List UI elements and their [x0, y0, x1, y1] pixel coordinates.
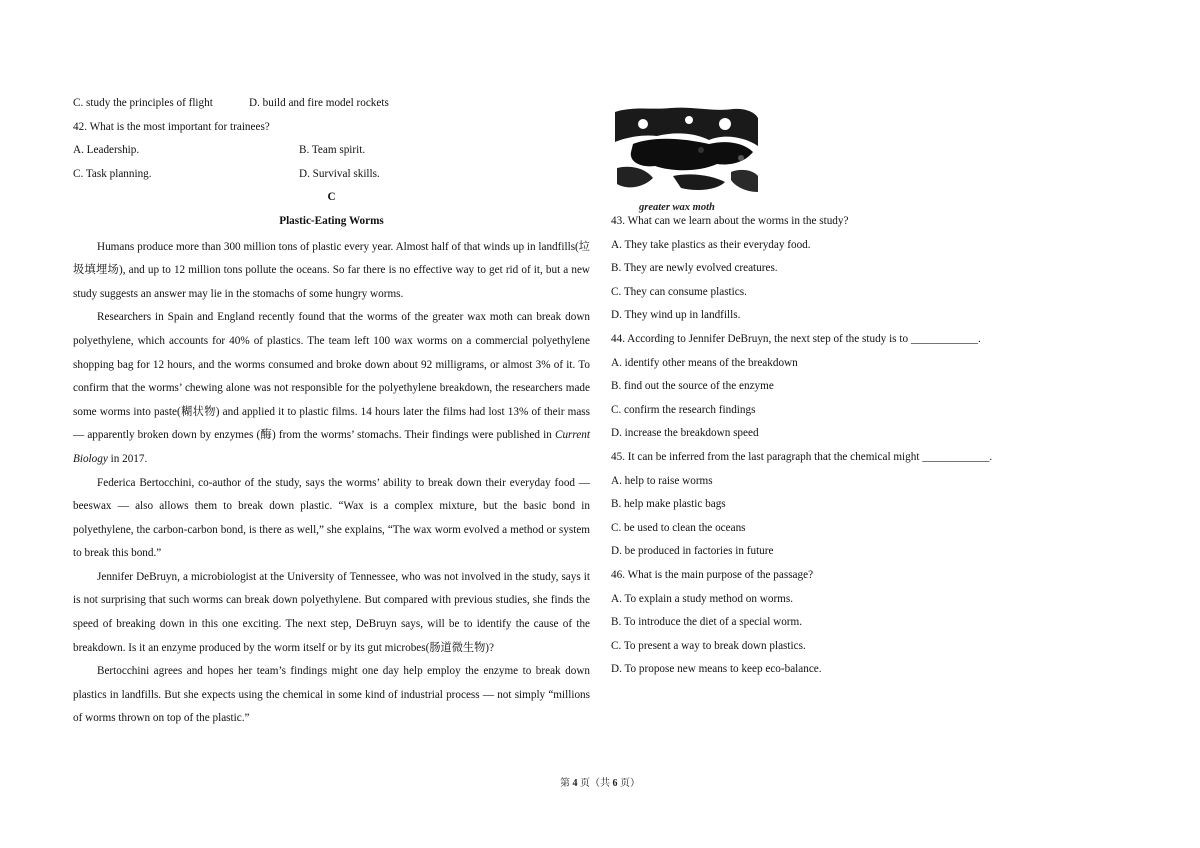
- wax-moth-photo: [613, 106, 759, 194]
- q44-option-c: C. confirm the research findings: [611, 403, 756, 416]
- footer-total-pages: 6: [612, 778, 618, 789]
- q45-option-c: C. be used to clean the oceans: [611, 521, 746, 534]
- image-caption: greater wax moth: [639, 202, 715, 213]
- passage-title: Plastic-Eating Worms: [279, 214, 384, 227]
- q42-option-a: A. Leadership.: [73, 144, 140, 157]
- q44-stem: 44. According to Jennifer DeBruyn, the next step of the study is to ____________.: [611, 332, 981, 345]
- paragraph-2-text: Researchers in Spain and England recently found that the worms of the greater wax moth can break down polyethylene, which accounts for 40% of plastics. The team left 100 wax worms on a commercial polyethylene shopping bag for 12 hours, and the worms consumed and broke down about 92 milligrams, or almost 3% of it. To confirm that the worms’ chewing alone was not responsible for the polyethylene breakdown, the researchers made some worms into paste(糊状物) and applied it to plastic films. 14 hours later the films had lost 13% of their mass — apparently broken down by enzymes (酶) from the worms’ stomachs. Their findings were published in: [73, 311, 590, 442]
- q45-option-d: D. be produced in factories in future: [611, 545, 774, 558]
- q42-options-row-1: [73, 141, 590, 165]
- footer-prefix: 第: [560, 778, 570, 789]
- q41-option-d: D. build and fire model rockets: [249, 97, 389, 109]
- q41-options-row: [73, 94, 590, 118]
- q43-option-c: C. They can consume plastics.: [611, 285, 747, 298]
- q43-stem: 43. What can we learn about the worms in the study?: [611, 215, 849, 227]
- wax-moth-image: [613, 106, 759, 213]
- q46-option-a: A. To explain a study method on worms.: [611, 592, 794, 605]
- q42-option-d: D. Survival skills.: [299, 167, 380, 180]
- journal-name: Current Biology: [73, 429, 590, 465]
- q42-option-c: C. Task planning.: [73, 167, 152, 180]
- footer-middle: 页（共: [580, 778, 610, 789]
- questions-block: [611, 212, 1051, 684]
- q44-option-d: D. increase the breakdown speed: [611, 427, 759, 440]
- page-footer: [0, 774, 1200, 789]
- q45-option-b: B. help make plastic bags: [611, 498, 726, 511]
- paragraph-4: Jennifer DeBruyn, a microbiologist at the University of Tennessee, who was not involved in the study, says it is not surprising that such worms can break down polyethylene. But compared with previous studies, she finds the speed of breaking down in this one exciting. The next step, DeBruyn says, will be to identify the cause of the breakdown. Is it an enzyme produced by the worm itself or by its gut microbes(肠道微生物)?: [73, 570, 590, 654]
- q42-stem: 42. What is the most important for trainees?: [73, 120, 270, 133]
- paragraph-2-tail: in 2017.: [107, 452, 148, 465]
- q42-options-row-2: [73, 165, 590, 189]
- q43-option-a: A. They take plastics as their everyday food.: [611, 238, 811, 251]
- footer-page-number: 4: [572, 778, 578, 789]
- paragraph-1: Humans produce more than 300 million tons of plastic every year. Almost half of that winds up in landfills(垃圾填埋场), and up to 12 million tons pollute the oceans. So far there is no effective way to get rid of it, but a new study suggests an answer may lie in the stomachs of some hungry worms.: [73, 240, 590, 300]
- q46-option-d: D. To propose new means to keep eco-balance.: [611, 663, 822, 676]
- paragraph-5: Bertocchini agrees and hopes her team’s findings might one day help employ the enzyme to break down plastics in landfills. But she expects using the chemical in some kind of industrial process — not simply “millions of worms thrown on top of the plastic.”: [73, 665, 590, 725]
- section-letter: C: [327, 191, 336, 204]
- q43-option-d: D. They wind up in landfills.: [611, 309, 741, 322]
- paragraph-3: Federica Bertocchini, co-author of the study, says the worms’ ability to break down their everyday food — beeswax — also allows them to break down plastic. “Wax is a complex mixture, but the basic bond in polyethylene, the carbon-carbon bond, is there as well,” she explains, “The wax worm evolved a method or system to break this bond.”: [73, 476, 590, 560]
- footer-suffix: 页）: [620, 778, 640, 789]
- q46-option-b: B. To introduce the diet of a special worm.: [611, 616, 803, 629]
- q44-option-a: A. identify other means of the breakdown: [611, 356, 798, 369]
- q44-option-b: B. find out the source of the enzyme: [611, 380, 774, 393]
- q45-stem: 45. It can be inferred from the last paragraph that the chemical might ____________.: [611, 450, 993, 463]
- left-column: [73, 94, 590, 731]
- paragraph-2: [73, 306, 590, 471]
- q43-option-b: B. They are newly evolved creatures.: [611, 262, 778, 275]
- right-column: [611, 100, 1051, 684]
- q42-option-b: B. Team spirit.: [299, 144, 366, 157]
- q41-option-c: C. study the principles of flight: [73, 97, 213, 109]
- q46-option-c: C. To present a way to break down plastics.: [611, 639, 806, 652]
- q45-option-a: A. help to raise worms: [611, 474, 713, 487]
- q46-stem: 46. What is the main purpose of the passage?: [611, 568, 814, 581]
